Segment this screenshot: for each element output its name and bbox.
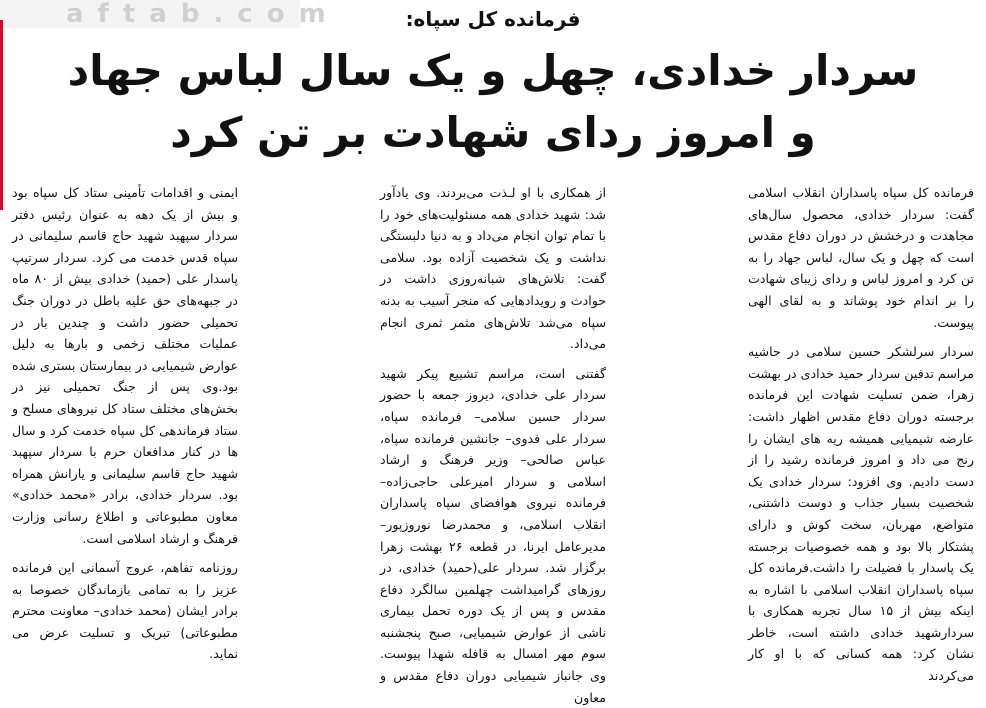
column-3-paragraph-2: روزنامه تفاهم، عروج آسمانی این فرمانده عزیز را به تمامی بازماندگان خصوصا به برادر ایشان (محمد خدادی– معاونت محترم مطبوعاتی) تبریک و تسلیت عرض می نماید. xyxy=(12,560,238,662)
column-2-paragraph-1: از همکاری با او لـذت می‌بردند. وی یادآور شد: شهید خدادی همه مسئولیت‌های خود را با تمام توان انجام می‌داد و به دنیا دلبستگی نداشت و یک شخصیت آزاده بود. سلامی گفت: تلاش‌های شبانه‌روزی داشت در حوادث و رویدادهایی که منجر آسیب به بدنه سپاه می‌شد تلاش‌های مثمر ثمری انجام می‌داد. xyxy=(380,185,606,352)
column-2-paragraph-2: گفتنی است، مراسم تشییع پیکر شهید سردار علی خدادی، دیروز جمعه با حضور سردار حسین سلامی– فرمانده سپاه، سردار علی فدوی– جانشین فرمانده سپاه، عباس صالحی– وزیر فرهنگ و ارشاد اسلامی و سردار امیرعلی حاجی‌زاده– فرمانده نیروی هوافضای سپاه پاسداران انقلاب اسلامی، و محمدرضا نوروزپور– مدیرعامل ایرنا، در قطعه ۲۶ بهشت زهرا برگزار شد. سردار علی(حمید) خدادی، در روزهای گرامیداشت چهلمین سالگرد دفاع مقدس و پس از یک دوره تحمل بیماری ناشی از عوارض شیمیایی، صبح پنجشنبه سوم مهر امسال به قافله شهدا پیوست. وی جانباز شیمیایی دوران دفاع مقدس و معاون xyxy=(380,365,606,705)
article-body xyxy=(12,182,974,705)
column-1 xyxy=(748,182,974,684)
site-watermark: aftab.com xyxy=(0,0,300,28)
article-kicker: فرمانده کل سپاه: xyxy=(405,7,581,31)
column-1-paragraph-2: سردار سرلشکر حسین سلامی در حاشیه مراسم تدفین سردار حمید خدادی در بهشت زهرا، ضمن تسلیت شهادت این فرمانده برجسته دوران دفاع مقدس اظهار داشت: عارضه شیمیایی همیشه ریه های ایشان را رنج می داد و امروز فرمانده رشید را از دست دادیم. وی افزود: سردار خدادی یک شخصیت بسیار جذاب و دوست داشتنی، متواضع، مهربان، سخت کوش و دارای پشتکار بالا بود و همه خصوصیات برجسته یک پاسدار با فضیلت را داشت.فرمانده کل سپاه پاسداران انقلاب اسلامی با اشاره به اینکه بیش از ۱۵ سال تجربه همکاری با سردارشهید خدادی داشته است، خاطر نشان کرد: همه کسانی که با او کار می‌کردند xyxy=(748,344,974,684)
headline-line-2: و امروز ردای شهادت بر تن کرد xyxy=(170,108,816,157)
column-3-paragraph-1: ایمنی و اقدامات تأمینی ستاد کل سپاه بود و بیش از یک دهه به عنوان رئیس دفتر سردار سپهبد شهید حاج قاسم سلیمانی در سپاه قدس خدمت می کرد. سردار سرتیپ پاسدار علی (حمید) خدادی بیش از ۸۰ ماه در جبهه‌های حق علیه باطل در دوران جنگ تحمیلی حضور داشت و چندین بار در عملیات مختلف زخمی و بارها به دلیل عوارض شیمیایی در بیمارستان بستری شده بود.وی پس از جنگ تحمیلی نیز در بخش‌های مختلف ستاد کل نیروهای مسلح و ستاد فرماندهی کل سپاه خدمت کرد و سال ها در کنار مدافعان حرم با سردار سپهبد شهید حاج قاسم سلیمانی و یارانش همراه بود. سردار خدادی، برادر «محمد خدادی» معاون مطبوعاتی و اطلاع رسانی وزارت فرهنگ و ارشاد اسلامی است. xyxy=(12,185,239,546)
column-1-paragraph-1: فرمانده کل سپاه پاسداران انقلاب اسلامی گفت: سردار خدادی، محصول سال‌های مجاهدت و درخشش در دوران دفاع مقدس است که چهل و یک سال، لباس جهاد را به تن کرد و امروز لباس و ردای زیبای شهادت را بر اندام خود پوشاند و به لقای الهی پیوست. xyxy=(748,185,974,330)
article-headline xyxy=(40,40,946,164)
headline-line-1: سردار خدادی، چهل و یک سال لباس جهاد xyxy=(67,46,919,95)
column-2 xyxy=(380,182,606,705)
column-3 xyxy=(12,182,239,662)
page-edge-accent xyxy=(0,20,3,210)
